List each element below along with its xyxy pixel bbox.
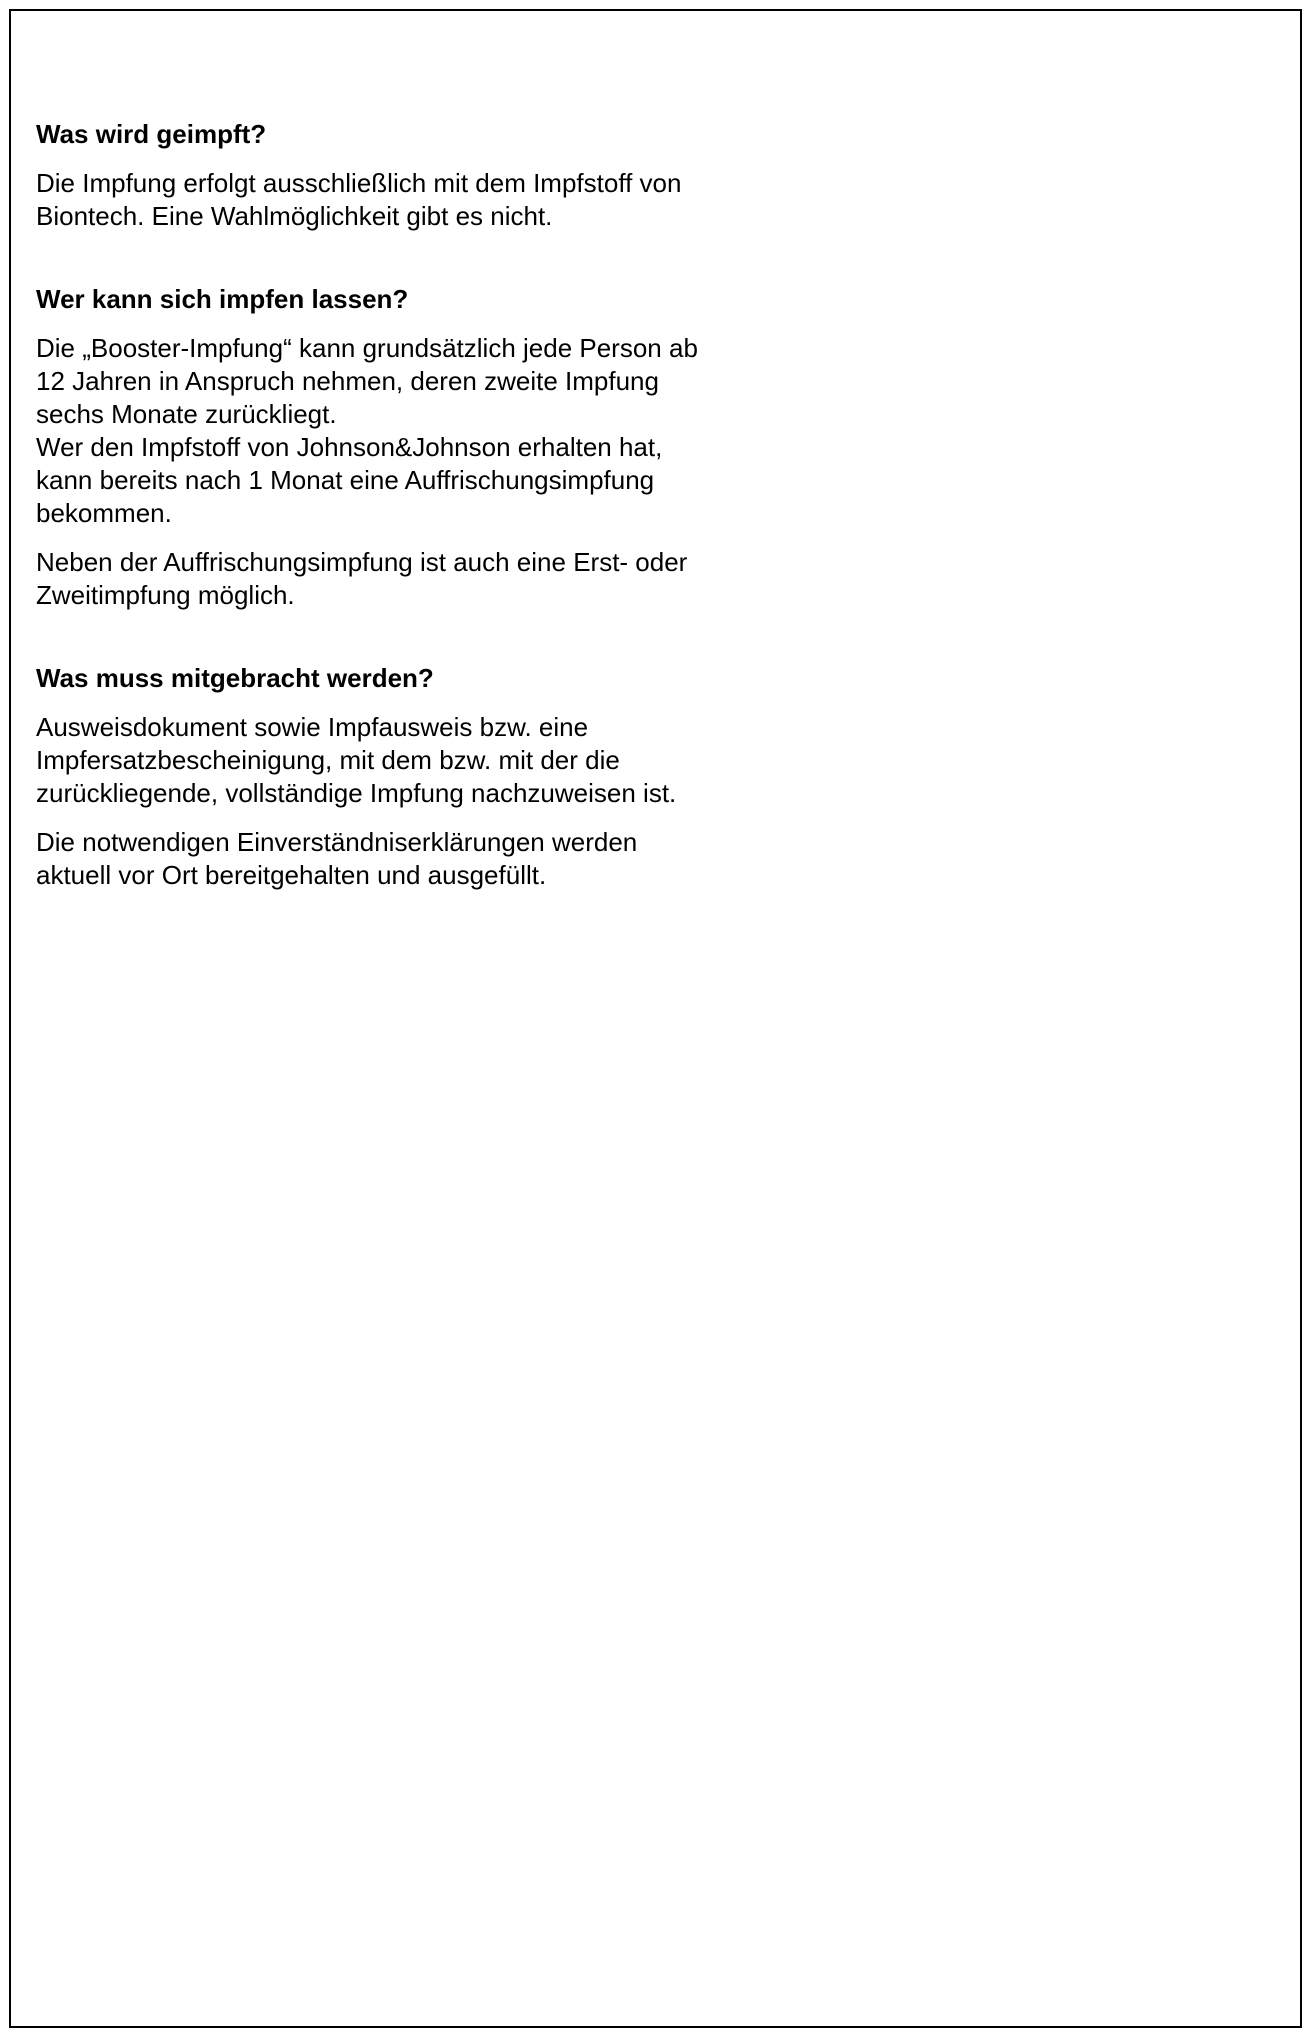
section-paragraph: Die Impfung erfolgt ausschließlich mit dem Impfstoff von Biontech. Eine Wahlmöglichkeit gibt es nicht.: [36, 168, 682, 231]
section-heading: Was wird geimpft?: [36, 119, 267, 149]
section-paragraph: Die „Booster-Impfung“ kann grundsätzlich jede Person ab 12 Jahren in Anspruch nehmen, deren zweite Impfung sechs Monate zurückliegt. Wer den Impfstoff von Johnson&Johnson erhalten hat, kann bereits nach 1 Monat eine Auffrischungsimpfung bekommen.: [36, 333, 698, 528]
section-paragraph: Ausweisdokument sowie Impfausweis bzw. eine Impfersatzbescheinigung, mit dem bzw. mit der die zurückliegende, vollständige Impfung nachzuweisen ist.: [36, 712, 677, 808]
section-was-wird-geimpft: [36, 118, 796, 233]
section-wer-kann-sich-impfen-lassen: [36, 283, 796, 612]
section-heading: Was muss mitgebracht werden?: [36, 663, 434, 693]
section-was-muss-mitgebracht-werden: [36, 662, 796, 892]
section-paragraph: Die notwendigen Einverständniserklärungen werden aktuell vor Ort bereitgehalten und ausgefüllt.: [36, 827, 638, 890]
section-paragraph: Neben der Auffrischungsimpfung ist auch eine Erst- oder Zweitimpfung möglich.: [36, 547, 688, 610]
section-heading: Wer kann sich impfen lassen?: [36, 284, 409, 314]
